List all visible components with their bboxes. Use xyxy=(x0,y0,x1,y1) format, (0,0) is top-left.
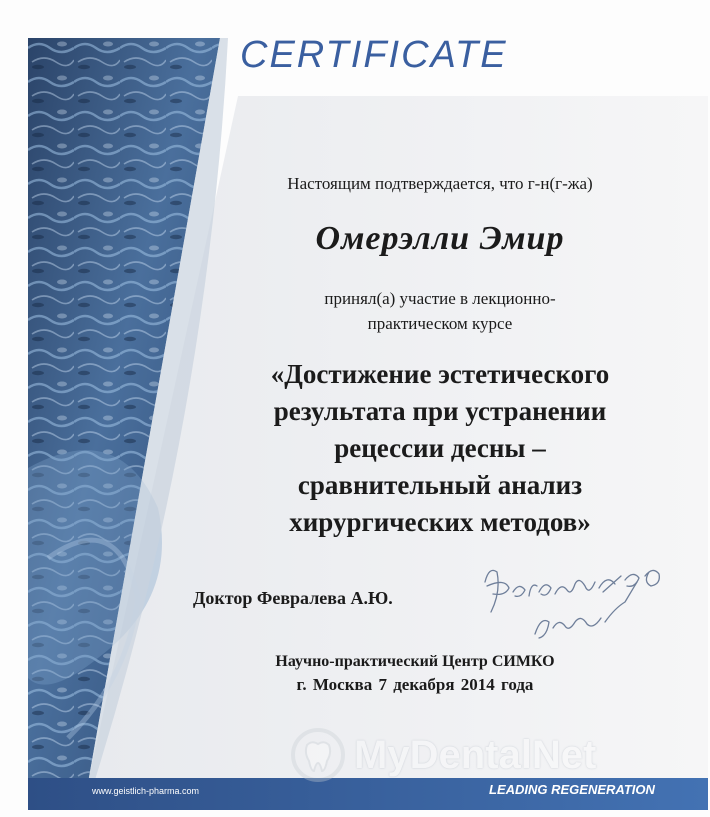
course-title-line: хирургических методов» xyxy=(289,507,591,537)
recipient-name: Омерэлли Эмир xyxy=(315,220,565,257)
watermark-text: MyDentalNet xyxy=(354,732,597,777)
course-title xyxy=(190,356,690,541)
course-title-line: «Достижение эстетического xyxy=(270,359,610,389)
organization-name: Научно-практический Центр СИМКО xyxy=(275,653,555,670)
participation-text xyxy=(230,286,650,336)
course-title-line: результата при устранении xyxy=(273,396,607,426)
certificate-title: CERTIFICATE xyxy=(240,34,508,76)
handwritten-signature xyxy=(475,552,675,650)
issue-date: г. Москва 7 декабря 2014 года xyxy=(296,675,534,694)
tooth-icon xyxy=(290,727,346,783)
footer-tagline: LEADING REGENERATION xyxy=(489,782,655,797)
issuer-block xyxy=(190,653,640,695)
footer-url: www.geistlich-pharma.com xyxy=(92,786,200,796)
course-title-line: рецессии десны – xyxy=(334,433,546,463)
confirmation-text: Настоящим подтверждается, что г-н(г-жа) xyxy=(287,174,593,193)
participation-line-2: практическом курсе xyxy=(367,314,513,333)
participation-line-1: принял(а) участие в лекционно- xyxy=(324,289,556,308)
watermark xyxy=(290,726,596,784)
doctor-name: Доктор Февралева А.Ю. xyxy=(193,588,393,608)
course-title-line: сравнительный анализ xyxy=(297,470,583,500)
